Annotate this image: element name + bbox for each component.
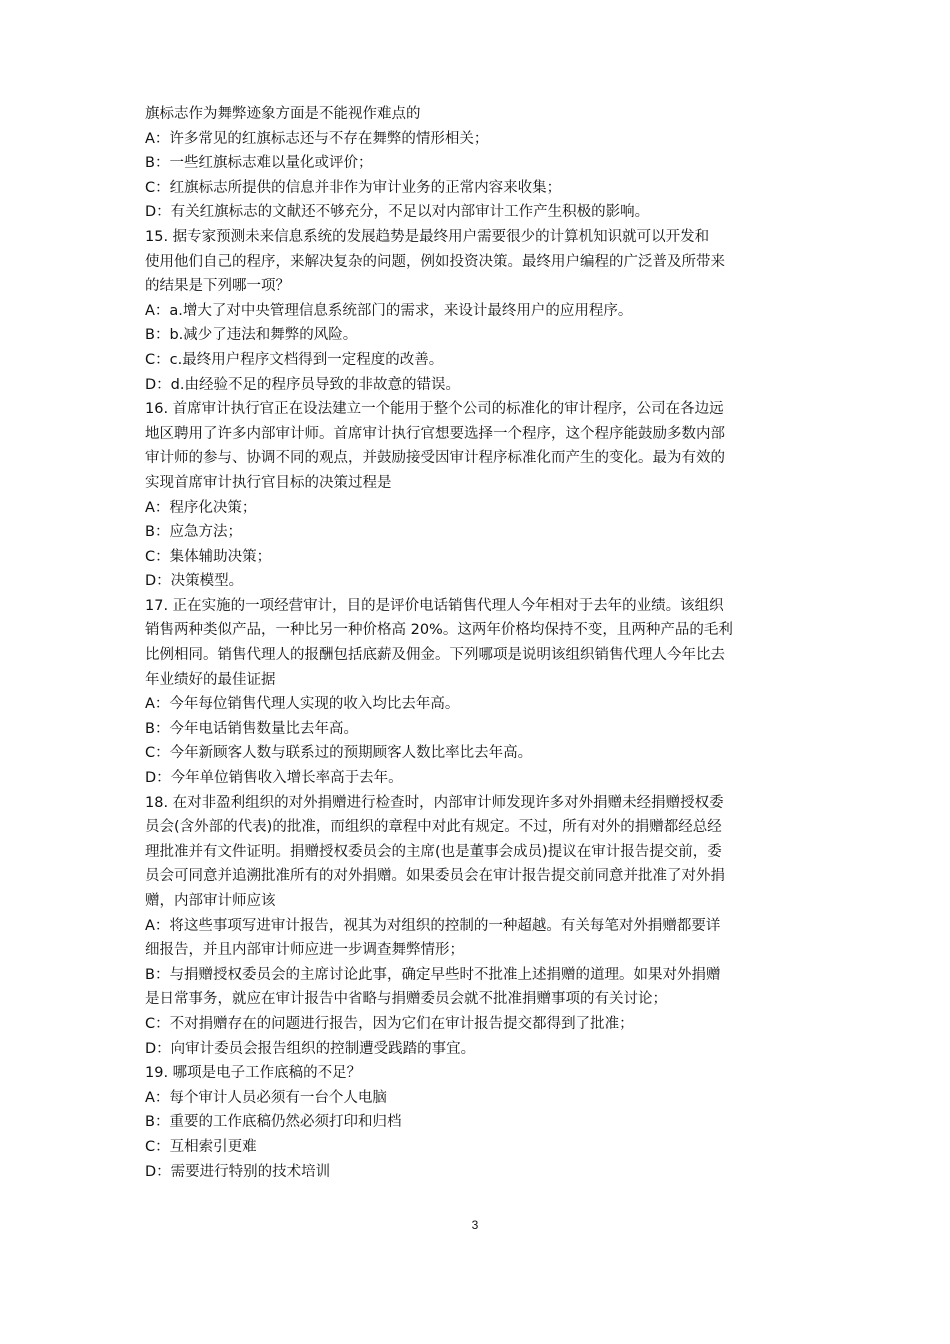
text-line: B：与捐赠授权委员会的主席讨论此事，确定早些时不批准上述捐赠的道理。如果对外捐赠 [145,966,721,983]
text-line: 18. 在对非盈利组织的对外捐赠进行检查时，内部审计师发现许多对外捐赠未经捐赠授权委 [145,794,724,811]
text-line: 旗标志作为舞弊迹象方面是不能视作难点的 [145,106,421,122]
text-line: B：重要的工作底稿仍然必须打印和归档 [145,1114,402,1131]
text-line: 的结果是下列哪一项？ [145,278,290,295]
text-line: D：需要进行特别的技术培训 [145,1163,331,1180]
text-line: 比例相同。销售代理人的报酬包括底薪及佣金。下列哪项是说明该组织销售代理人今年比去 [145,647,725,664]
text-line: D：今年单位销售收入增长率高于去年。 [145,770,403,787]
text-line: 使用他们自己的程序，来解决复杂的问题，例如投资决策。最终用户编程的广泛普及所带来 [145,253,725,270]
text-line: B：b.减少了违法和舞弊的风险。 [145,327,358,344]
text-line: 审计师的参与、协调不同的观点，并鼓励接受因审计程序标准化而产生的变化。最为有效的 [145,450,725,467]
text-line: 细报告，并且内部审计师应进一步调查舞弊情形； [145,942,464,959]
text-line: 17. 正在实施的一项经营审计，目的是评价电话销售代理人今年相对于去年的业绩。该组织 [145,597,724,614]
text-line: D：向审计委员会报告组织的控制遭受践踏的事宜。 [145,1040,476,1057]
text-line: C：集体辅助决策； [145,548,272,565]
page-content [145,102,820,1184]
text-line: B：一些红旗标志难以量化或评价； [145,155,373,172]
text-line: 销售两种类似产品，一种比另一种价格高 20%。这两年价格均保持不变，且两种产品的毛利 [145,622,733,639]
text-line: 地区聘用了许多内部审计师。首席审计执行官想要选择一个程序，这个程序能鼓励多数内部 [145,425,725,442]
text-line: B：应急方法； [145,524,242,541]
text-line: 赠，内部审计师应该 [145,893,276,909]
text-line: A：程序化决策； [145,499,257,516]
text-line: C：今年新顾客人数与联系过的预期顾客人数比率比去年高。 [145,745,533,762]
text-line: A：将这些事项写进审计报告，视其为对组织的控制的一种超越。有关每笔对外捐赠都要详 [145,917,721,934]
page-number: 3 [471,1218,479,1232]
text-line: B：今年电话销售数量比去年高。 [145,720,358,737]
text-line: 年业绩好的最佳证据 [145,671,276,688]
text-line: 员会(含外部的代表)的批准，而组织的章程中对此有规定。不过，所有对外的捐赠都经总经 [145,819,722,836]
text-line: D：决策模型。 [145,573,244,590]
text-line: A：许多常见的红旗标志还与不存在舞弊的情形相关； [145,130,489,147]
text-line: 理批准并有文件证明。捐赠授权委员会的主席(也是董事会成员)提议在审计报告提交前，委 [145,843,722,860]
text-line: A：a.增大了对中央管理信息系统部门的需求，来设计最终用户的应用程序。 [145,302,633,319]
text-line: 16. 首席审计执行官正在设法建立一个能用于整个公司的标准化的审计程序，公司在各边远 [145,401,724,418]
text-line: 19. 哪项是电子工作底稿的不足？ [145,1065,362,1082]
text-line: C：c.最终用户程序文档得到一定程度的改善。 [145,351,444,368]
text-line: D：d.由经验不足的程序员导致的非故意的错误。 [145,376,460,393]
text-line: C：互相索引更难 [145,1138,257,1155]
text-line: 员会可同意并追溯批准所有的对外捐赠。如果委员会在审计报告提交前同意并批准了对外捐 [145,868,725,885]
text-line: C：不对捐赠存在的问题进行报告，因为它们在审计报告提交都得到了批准； [145,1015,634,1032]
text-line: 是日常事务，就应在审计报告中省略与捐赠委员会就不批准捐赠事项的有关讨论； [145,991,667,1008]
text-line: 15. 据专家预测未来信息系统的发展趋势是最终用户需要很少的计算机知识就可以开发和 [145,228,710,245]
text-line: A：今年每位销售代理人实现的收入均比去年高。 [145,696,460,713]
text-line: C：红旗标志所提供的信息并非作为审计业务的正常内容来收集； [145,179,562,196]
text-line: D：有关红旗标志的文献还不够充分，不足以对内部审计工作产生积极的影响。 [145,204,650,221]
text-line: A：每个审计人员必须有一台个人电脑 [145,1089,387,1106]
text-line: 实现首席审计执行官目标的决策过程是 [145,474,392,491]
